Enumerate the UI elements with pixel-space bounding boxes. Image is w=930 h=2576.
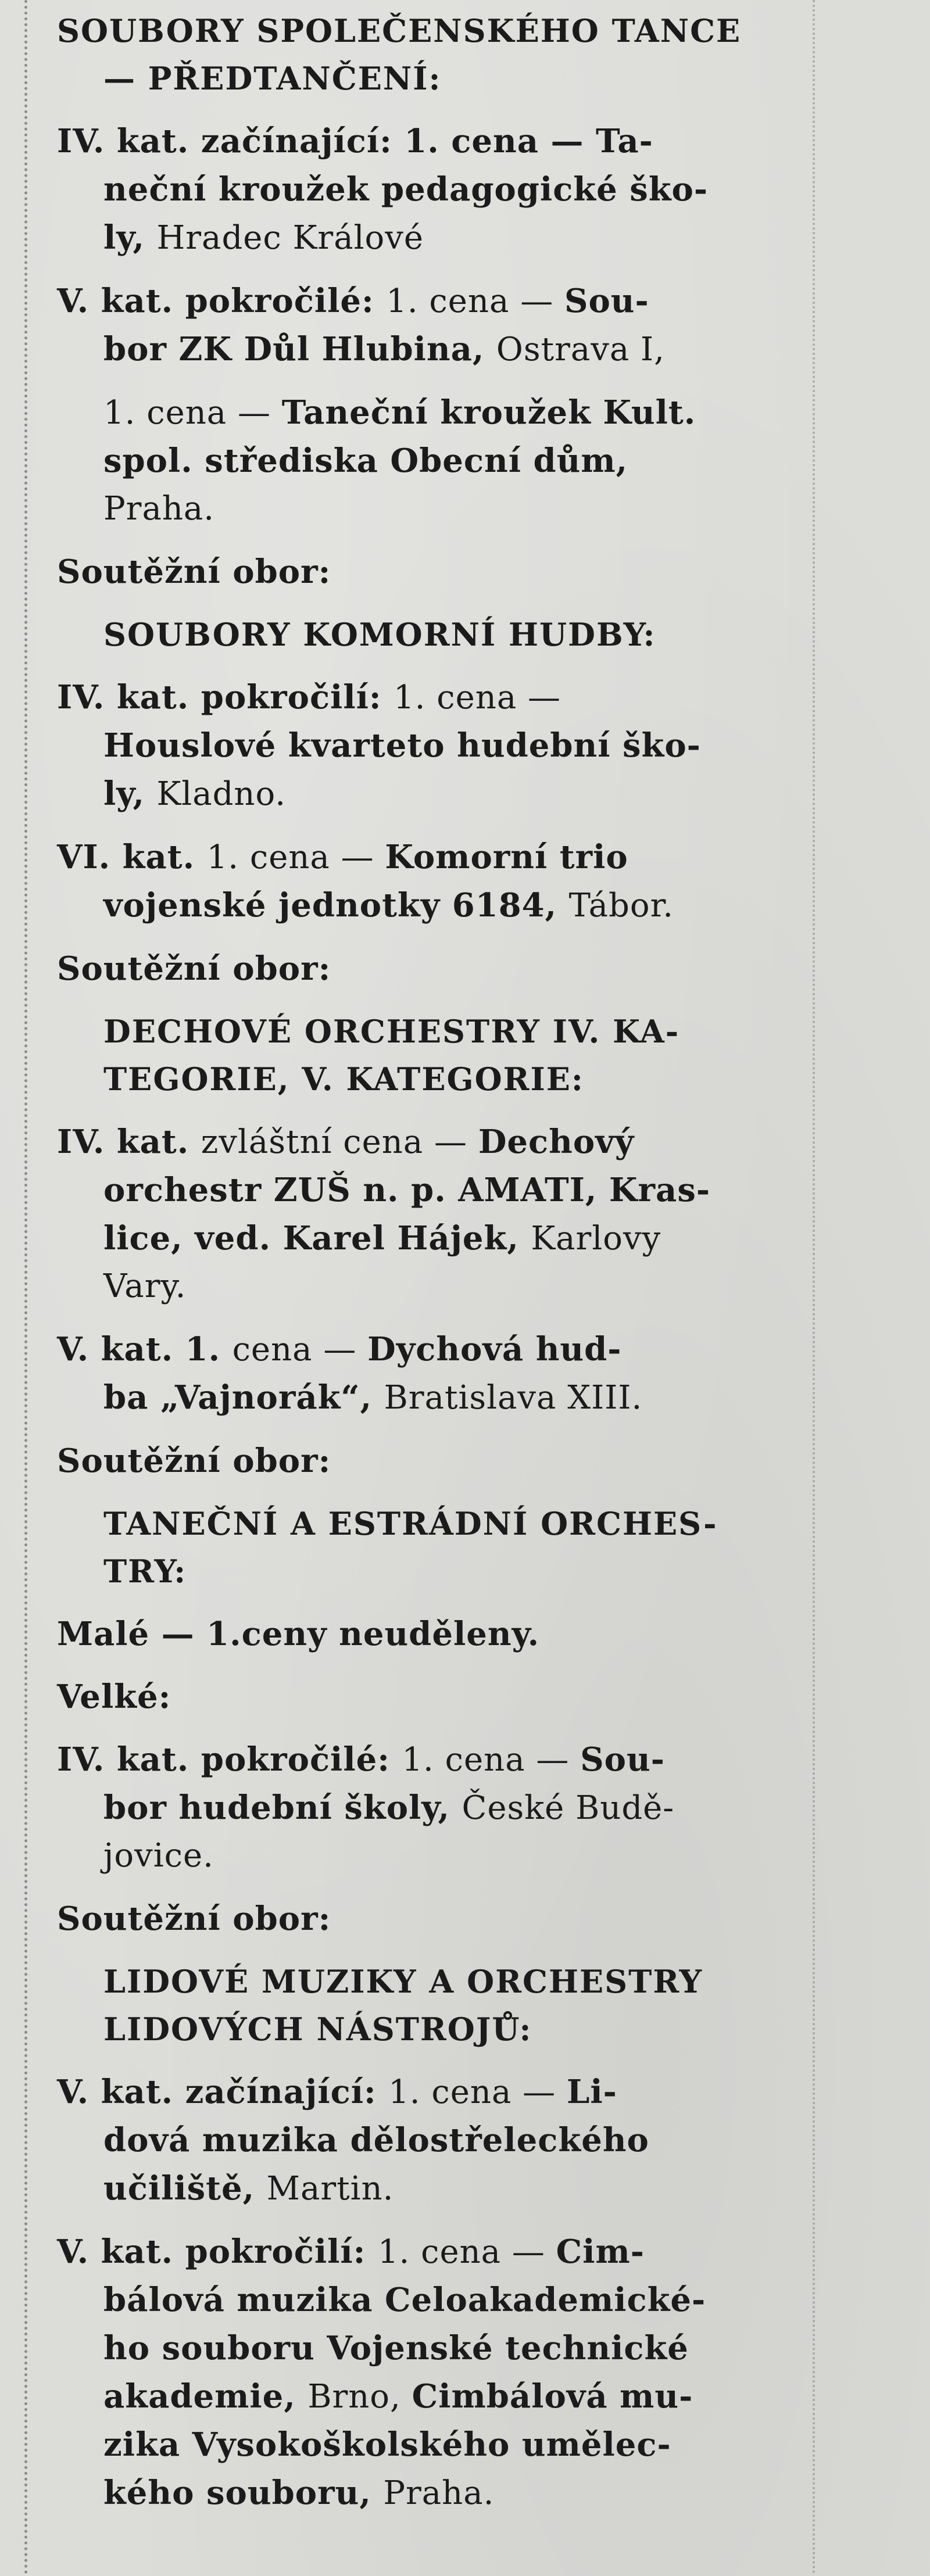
- bold-text: Cimbálová mu-: [412, 2377, 693, 2416]
- regular-text: Kladno.: [156, 775, 287, 813]
- regular-text: Vary.: [103, 1267, 187, 1305]
- bold-text: IV. kat.: [57, 1123, 201, 1161]
- section-heading-line: TRY:: [103, 1553, 187, 1590]
- award-entry-line: [57, 2373, 813, 2421]
- bold-text: lice, ved. Karel Hájek,: [103, 1219, 531, 1257]
- bold-text: IV. kat. začínající: 1. cena —: [57, 122, 596, 160]
- award-entry-line: [57, 214, 813, 262]
- section-heading-line: SOUBORY KOMORNÍ HUDBY:: [103, 616, 656, 653]
- regular-text: Bratislava XIII.: [384, 1379, 643, 1417]
- award-entry-line: [57, 389, 813, 437]
- regular-text: Praha.: [383, 2474, 495, 2512]
- section-heading-line: LIDOVÉ MUZIKY A ORCHESTRY: [103, 1963, 703, 2000]
- bold-text: Sou-: [580, 1740, 665, 1779]
- award-entry-line: [57, 1263, 813, 1310]
- regular-text: zvláštní cena —: [201, 1123, 478, 1161]
- award-entry-line: [57, 485, 813, 533]
- award-entry-line: [57, 1166, 813, 1214]
- block-spacer: [57, 2213, 813, 2228]
- regular-text: 1. cena —: [402, 1741, 581, 1779]
- bold-text: Sou-: [564, 282, 649, 320]
- category-label: Soutěžní obor:: [57, 1442, 331, 1480]
- block-spacer: [57, 1943, 813, 1958]
- regular-text: 1. cena —: [103, 394, 282, 432]
- bold-text: Dychová hud-: [367, 1330, 622, 1368]
- bold-text: ba „Vajnorák“,: [103, 1378, 384, 1417]
- regular-text: cena —: [232, 1331, 368, 1368]
- regular-text: 1. cena —: [377, 2233, 556, 2271]
- award-entry-line: [57, 2276, 813, 2324]
- bold-text: učiliště,: [103, 2169, 267, 2208]
- bold-text: neční kroužek pedagogické ško-: [103, 170, 709, 209]
- regular-text: 1. cena —: [388, 2073, 567, 2111]
- block-spacer: [57, 1485, 813, 1500]
- block-spacer: [57, 262, 813, 277]
- award-entry-line: [57, 1374, 813, 1422]
- category-label: Velké:: [57, 1678, 171, 1716]
- award-entry-line: [57, 2469, 813, 2517]
- block-spacer: [57, 2053, 813, 2068]
- award-entry-line: [57, 673, 813, 722]
- award-entry-line: [57, 770, 813, 818]
- regular-text: Karlovy: [531, 1220, 661, 1257]
- bold-text: ly,: [103, 775, 157, 813]
- block-spacer: [57, 930, 813, 945]
- bold-text: zika Vysokoškolského umělec-: [103, 2425, 671, 2464]
- bold-text: orchestr ZUŠ n. p. AMATI, Kras-: [103, 1171, 711, 1209]
- regular-text: Brno,: [307, 2378, 412, 2416]
- block-spacer: [57, 1595, 813, 1610]
- block-spacer: [57, 1103, 813, 1118]
- section-heading-line: LIDOVÝCH NÁSTROJŮ:: [103, 2011, 532, 2048]
- left-column-rule: [24, 0, 27, 2576]
- regular-text: Martin.: [266, 2170, 394, 2208]
- bold-text: Cim-: [556, 2233, 645, 2271]
- award-entry-line: [57, 2165, 813, 2213]
- block-spacer: [57, 374, 813, 389]
- section-heading-line: TEGORIE, V. KATEGORIE:: [103, 1061, 584, 1098]
- bold-text: Ta-: [596, 122, 653, 160]
- right-column-rule: [813, 0, 815, 2576]
- regular-text: jovice.: [103, 1837, 214, 1875]
- block-spacer: [57, 658, 813, 673]
- award-entry-line: [57, 1736, 813, 1784]
- bold-text: Houslové kvarteto hudební ško-: [103, 726, 701, 765]
- section-heading-line: TANEČNÍ A ESTRÁDNÍ ORCHES-: [103, 1505, 718, 1542]
- award-entry-line: [57, 166, 813, 214]
- bold-text: V. kat. pokročilí:: [57, 2233, 378, 2271]
- award-entry-line: [57, 2324, 813, 2373]
- regular-text: 1. cena —: [394, 679, 561, 716]
- award-entry-line: [57, 2228, 813, 2276]
- bold-text: bálová muzika Celoakademické-: [103, 2281, 706, 2319]
- bold-text: V. kat. 1.: [57, 1330, 233, 1368]
- block-spacer: [57, 533, 813, 548]
- block-spacer: [57, 1880, 813, 1895]
- article-column: [57, 7, 813, 2517]
- block-spacer: [57, 1658, 813, 1673]
- bold-text: V. kat. pokročilé:: [57, 282, 387, 320]
- bold-text: kého souboru,: [103, 2474, 384, 2512]
- section-heading-line: — PŘEDTANČENÍ:: [103, 60, 442, 97]
- bold-text: ly,: [103, 218, 157, 257]
- bold-text: spol. střediska Obecní dům,: [103, 442, 628, 480]
- regular-text: Tábor.: [568, 887, 674, 925]
- regular-text: Ostrava I,: [496, 331, 665, 368]
- award-entry-line: [57, 1118, 813, 1166]
- bold-text: bor hudební školy,: [103, 1789, 462, 1827]
- award-entry-line: [57, 882, 813, 930]
- bold-text: Dechový: [478, 1123, 635, 1161]
- award-entry-line: [57, 117, 813, 166]
- block-spacer: [57, 596, 813, 611]
- award-entry-line: [57, 1832, 813, 1880]
- block-spacer: [57, 1721, 813, 1736]
- bold-text: V. kat. začínající:: [57, 2073, 389, 2111]
- category-label: Malé — 1.ceny neuděleny.: [57, 1615, 540, 1653]
- regular-text: Praha.: [103, 490, 215, 528]
- award-entry-line: [57, 1214, 813, 1263]
- block-spacer: [57, 1310, 813, 1325]
- bold-text: Taneční kroužek Kult.: [281, 393, 696, 432]
- block-spacer: [57, 993, 813, 1008]
- bold-text: bor ZK Důl Hlubina,: [103, 330, 496, 368]
- award-entry-line: [57, 2421, 813, 2469]
- block-spacer: [57, 1422, 813, 1437]
- category-label: Soutěžní obor:: [57, 1900, 331, 1938]
- category-label: Soutěžní obor:: [57, 950, 331, 988]
- award-entry-line: [57, 2068, 813, 2116]
- award-entry-line: [57, 437, 813, 485]
- block-spacer: [57, 102, 813, 117]
- award-entry-line: [57, 2116, 813, 2165]
- award-entry-line: [57, 277, 813, 325]
- block-spacer: [57, 818, 813, 833]
- section-heading-line: SOUBORY SPOLEČENSKÉHO TANCE: [57, 12, 742, 49]
- bold-text: vojenské jednotky 6184,: [103, 886, 569, 925]
- bold-text: Komorní trio: [385, 838, 628, 876]
- bold-text: VI. kat.: [57, 838, 207, 876]
- bold-text: akademie,: [103, 2377, 308, 2416]
- award-entry-line: [57, 833, 813, 882]
- award-entry-line: [57, 1784, 813, 1832]
- section-heading-line: DECHOVÉ ORCHESTRY IV. KA-: [103, 1013, 680, 1050]
- award-entry-line: [57, 325, 813, 374]
- award-entry-line: [57, 722, 813, 770]
- bold-text: Li-: [566, 2073, 617, 2111]
- bold-text: IV. kat. pokročilí:: [57, 678, 394, 716]
- regular-text: České Budě-: [462, 1789, 675, 1827]
- bold-text: IV. kat. pokročilé:: [57, 1740, 402, 1779]
- bold-text: ho souboru Vojenské technické: [103, 2329, 689, 2367]
- regular-text: 1. cena —: [206, 839, 385, 876]
- award-entry-line: [57, 1325, 813, 1374]
- bold-text: dová muzika dělostřeleckého: [103, 2121, 649, 2159]
- regular-text: 1. cena —: [386, 282, 564, 320]
- category-label: Soutěžní obor:: [57, 553, 331, 591]
- regular-text: Hradec Králové: [156, 219, 424, 257]
